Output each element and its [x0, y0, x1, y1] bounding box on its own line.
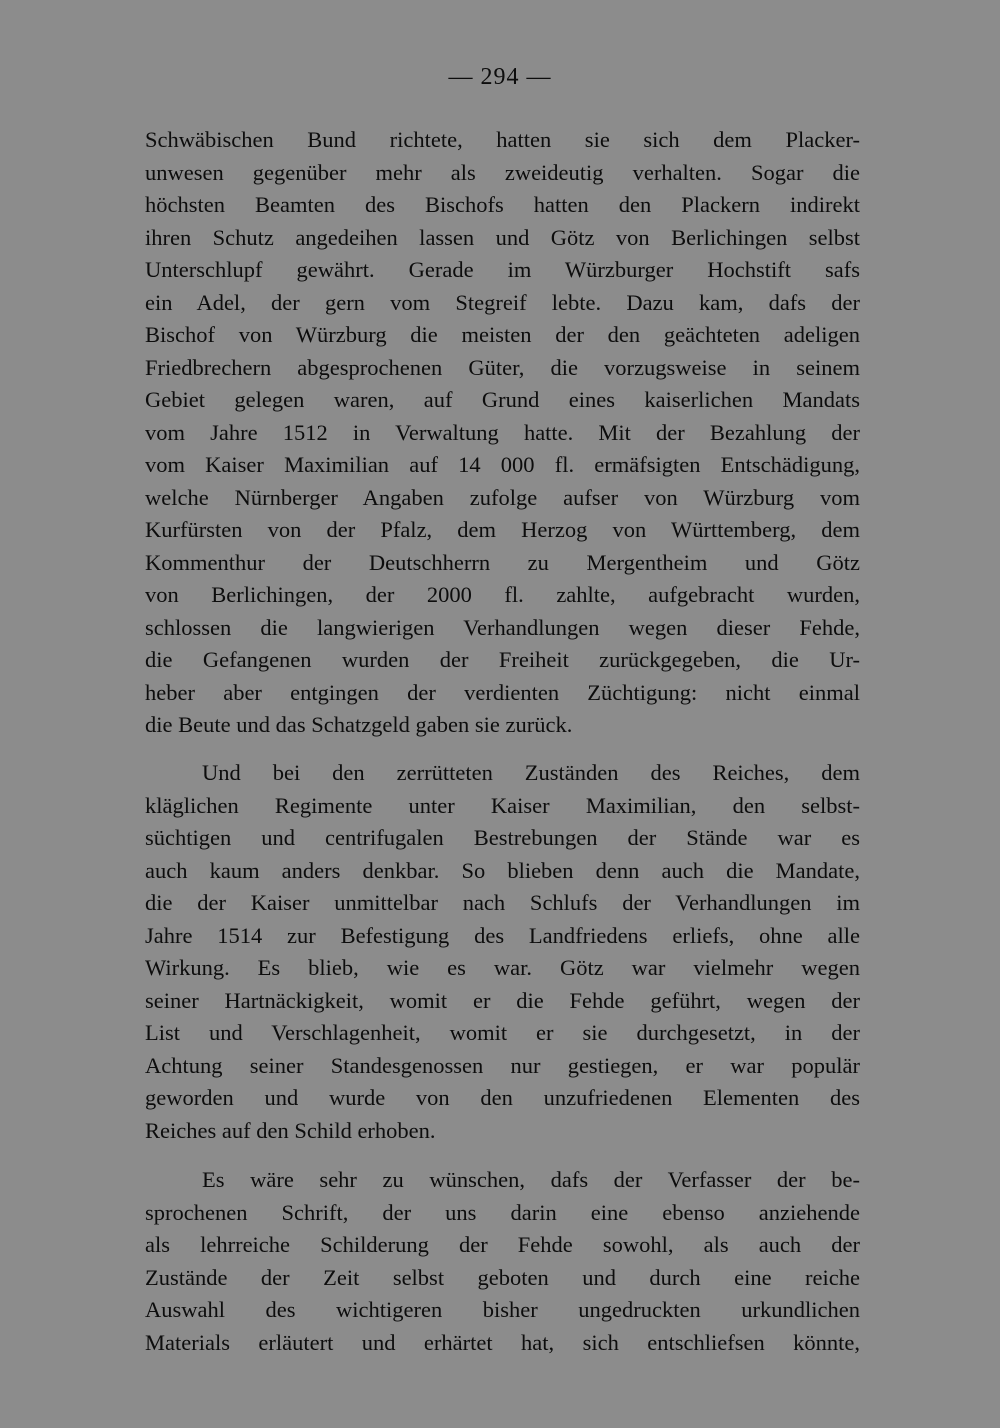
text-line: Schwäbischen Bund richtete, hatten sie sich dem Placker- — [145, 127, 860, 152]
text-line: unwesen gegenüber mehr als zweideutig verhalten. Sogar die — [145, 159, 860, 185]
text-line: Kommenthur der Deutschherrn zu Mergentheim und Götz — [145, 549, 860, 575]
text-line: als lehrreiche Schilderung der Fehde sowohl, als auch der — [145, 1232, 860, 1257]
paragraph-2 — [145, 757, 860, 1147]
text-line: Materials erläutert und erhärtet hat, sich entschliefsen könnte, — [145, 1329, 860, 1355]
text-line: ihren Schutz angedeihen lassen und Götz von Berlichingen selbst — [145, 224, 860, 250]
text-line: Reiches auf den Schild erhoben. — [145, 1117, 436, 1143]
text-line: Wirkung. Es blieb, wie es war. Götz war vielmehr wegen — [145, 955, 860, 980]
text-line: welche Nürnberger Angaben zufolge aufser von Würzburg vom — [145, 484, 860, 510]
text-line: vom Kaiser Maximilian auf 14 000 fl. ermäfsigten Entschädigung, — [145, 452, 860, 477]
page-number: — 294 — — [448, 64, 552, 90]
text-line: sprochenen Schrift, der uns darin eine ebenso anziehende — [145, 1199, 860, 1225]
text-line: höchsten Beamten des Bischofs hatten den Plackern indirekt — [145, 192, 860, 217]
text-line: schlossen die langwierigen Verhandlungen wegen dieser Fehde, — [145, 614, 860, 640]
text-line: Gebiet gelegen waren, auf Grund eines kaiserlichen Mandats — [145, 387, 860, 412]
text-line: List und Verschlagenheit, womit er sie durchgesetzt, in der — [145, 1020, 860, 1045]
text-line: Unterschlupf gewährt. Gerade im Würzburger Hochstift safs — [145, 257, 860, 282]
text-line: Friedbrechern abgesprochenen Güter, die vorzugsweise in seinem — [145, 354, 860, 380]
text-line: Zustände der Zeit selbst geboten und durch eine reiche — [145, 1264, 860, 1290]
paragraph-3 — [145, 1164, 860, 1359]
text-line: Achtung seiner Standesgenossen nur gestiegen, er war populär — [145, 1052, 860, 1078]
text-line: Kurfürsten von der Pfalz, dem Herzog von Württemberg, dem — [145, 517, 860, 542]
text-line: die Beute und das Schatzgeld gaben sie zurück. — [145, 712, 573, 737]
text-line: Es wäre sehr zu wünschen, dafs der Verfasser der be- — [202, 1167, 860, 1192]
text-line: die der Kaiser unmittelbar nach Schlufs der Verhandlungen im — [145, 890, 860, 915]
text-line: auch kaum anders denkbar. So blieben denn auch die Mandate, — [145, 857, 860, 883]
text-line: kläglichen Regimente unter Kaiser Maximilian, den selbst- — [145, 792, 860, 818]
text-line: geworden und wurde von den unzufriedenen Elementen des — [145, 1085, 860, 1110]
text-line: seiner Hartnäckigkeit, womit er die Fehde geführt, wegen der — [145, 987, 860, 1013]
text-line: die Gefangenen wurden der Freiheit zurückgegeben, die Ur- — [145, 647, 860, 672]
text-line: ein Adel, der gern vom Stegreif lebte. Dazu kam, dafs der — [145, 289, 860, 315]
text-line: Bischof von Würzburg die meisten der den geächteten adeligen — [145, 322, 860, 347]
text-line: Und bei den zerrütteten Zuständen des Reiches, dem — [202, 760, 860, 785]
paragraph-1 — [145, 124, 860, 742]
text-line: heber aber entgingen der verdienten Züchtigung: nicht einmal — [145, 679, 860, 705]
text-line: vom Jahre 1512 in Verwaltung hatte. Mit der Bezahlung der — [145, 419, 860, 445]
text-line: von Berlichingen, der 2000 fl. zahlte, aufgebracht wurden, — [145, 582, 860, 607]
text-line: süchtigen und centrifugalen Bestrebungen der Stände war es — [145, 825, 860, 850]
text-line: Jahre 1514 zur Befestigung des Landfriedens erliefs, ohne alle — [145, 922, 860, 948]
text-line: Auswahl des wichtigeren bisher ungedruckten urkundlichen — [145, 1297, 860, 1322]
